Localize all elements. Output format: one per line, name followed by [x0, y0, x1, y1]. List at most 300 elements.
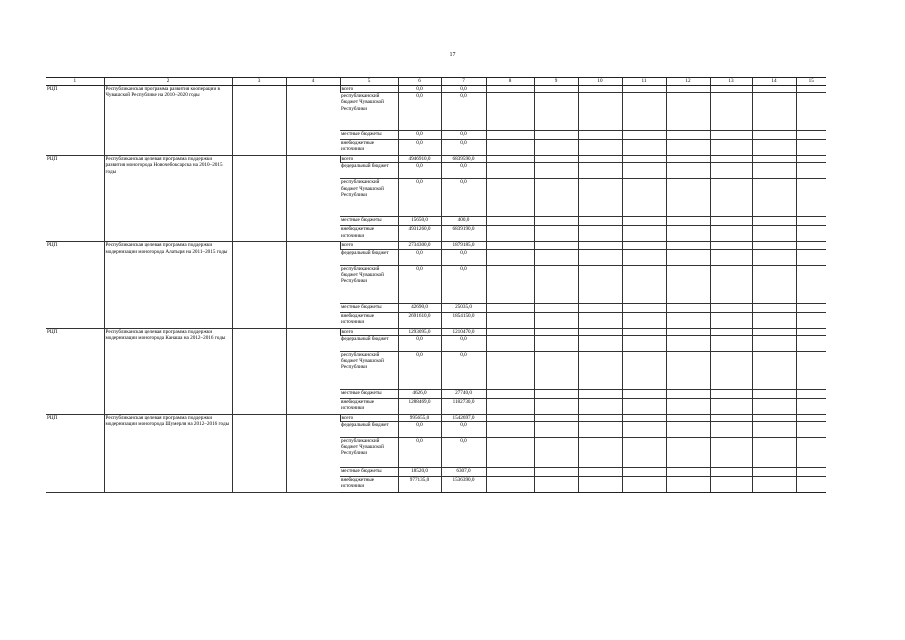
empty-cell [666, 163, 710, 179]
empty-cell [666, 328, 710, 335]
funding-source: местные бюджеты [340, 389, 398, 398]
program-code: РЦП [46, 86, 104, 156]
budget-table [46, 77, 826, 493]
empty-cell [286, 328, 340, 414]
empty-cell [752, 249, 796, 265]
empty-cell [796, 422, 826, 438]
program-name: Республиканская целевая программа поддержки модернизации моногорода Канаша на 2012–2016 годы [104, 328, 232, 414]
empty-cell [752, 398, 796, 414]
empty-cell [622, 477, 666, 493]
empty-cell [578, 131, 622, 140]
program-code: РЦП [46, 328, 104, 414]
amount-cell: 0,0 [441, 140, 486, 156]
program-name: Республиканская программа развития кооперации в Чувашской Республике на 2010–2020 годы [104, 86, 232, 156]
empty-cell [286, 86, 340, 156]
empty-cell [622, 422, 666, 438]
empty-cell [710, 414, 752, 421]
empty-cell [286, 156, 340, 242]
empty-cell [622, 179, 666, 217]
empty-cell [710, 179, 752, 217]
funding-source: республиканский бюджет Чувашской Республики [340, 351, 398, 389]
empty-cell [578, 438, 622, 468]
amount-cell: 0,0 [398, 422, 441, 438]
funding-source: местные бюджеты [340, 217, 398, 226]
amount-cell: 0,0 [441, 86, 486, 93]
program-code: РЦП [46, 414, 104, 492]
empty-cell [666, 303, 710, 312]
empty-cell [578, 328, 622, 335]
empty-cell [578, 140, 622, 156]
empty-cell [534, 93, 578, 131]
empty-cell [534, 312, 578, 328]
table-row [46, 86, 826, 93]
empty-cell [752, 303, 796, 312]
amount-cell: 0,0 [441, 131, 486, 140]
empty-cell [578, 312, 622, 328]
empty-cell [486, 217, 534, 226]
empty-cell [578, 398, 622, 414]
empty-cell [622, 312, 666, 328]
empty-cell [796, 398, 826, 414]
program-name: Республиканская целевая программа поддержки развития моногорода Новочебоксарска на 2010–2015 годы [104, 156, 232, 242]
empty-cell [710, 335, 752, 351]
empty-cell [752, 226, 796, 242]
amount-cell: 1854150,0 [441, 312, 486, 328]
empty-cell [796, 242, 826, 249]
empty-cell [486, 477, 534, 493]
funding-source: федеральный бюджет [340, 422, 398, 438]
empty-cell [622, 389, 666, 398]
funding-source: внебюджетные источники [340, 226, 398, 242]
empty-cell [710, 477, 752, 493]
empty-cell [752, 217, 796, 226]
empty-cell [752, 328, 796, 335]
funding-source: всего [340, 86, 398, 93]
table-row [46, 328, 826, 335]
column-header: 3 [232, 78, 286, 86]
empty-cell [710, 86, 752, 93]
empty-cell [622, 351, 666, 389]
empty-cell [666, 312, 710, 328]
empty-cell [710, 156, 752, 163]
amount-cell: 0,0 [398, 86, 441, 93]
empty-cell [622, 303, 666, 312]
empty-cell [622, 217, 666, 226]
table-row [46, 242, 826, 249]
empty-cell [486, 335, 534, 351]
funding-source: внебюджетные источники [340, 398, 398, 414]
amount-cell: 6307,0 [441, 468, 486, 477]
empty-cell [666, 351, 710, 389]
empty-cell [796, 131, 826, 140]
empty-cell [710, 468, 752, 477]
empty-cell [752, 414, 796, 421]
empty-cell [534, 86, 578, 93]
funding-source: республиканский бюджет Чувашской Республики [340, 93, 398, 131]
column-header: 10 [578, 78, 622, 86]
empty-cell [752, 131, 796, 140]
empty-cell [710, 242, 752, 249]
amount-cell: 995655,0 [398, 414, 441, 421]
amount-cell: 1542697,0 [441, 414, 486, 421]
amount-cell: 0,0 [441, 438, 486, 468]
amount-cell: 2734300,0 [398, 242, 441, 249]
empty-cell [486, 468, 534, 477]
empty-cell [486, 328, 534, 335]
empty-cell [666, 86, 710, 93]
empty-cell [796, 249, 826, 265]
empty-cell [534, 422, 578, 438]
empty-cell [666, 398, 710, 414]
empty-cell [486, 351, 534, 389]
empty-cell [796, 163, 826, 179]
empty-cell [486, 265, 534, 303]
empty-cell [486, 438, 534, 468]
empty-cell [752, 477, 796, 493]
empty-cell [752, 93, 796, 131]
program-name: Республиканская целевая программа поддержки модернизации моногорода Шумерля на 2012–2016 годы [104, 414, 232, 492]
amount-cell: 0,0 [398, 140, 441, 156]
empty-cell [486, 86, 534, 93]
column-header: 11 [622, 78, 666, 86]
empty-cell [796, 335, 826, 351]
column-header: 15 [796, 78, 826, 86]
empty-cell [486, 163, 534, 179]
empty-cell [578, 249, 622, 265]
empty-cell [232, 328, 286, 414]
funding-source: федеральный бюджет [340, 249, 398, 265]
empty-cell [578, 156, 622, 163]
funding-source: всего [340, 156, 398, 163]
amount-cell: 0,0 [398, 438, 441, 468]
empty-cell [752, 265, 796, 303]
empty-cell [666, 477, 710, 493]
amount-cell: 1288469,0 [398, 398, 441, 414]
empty-cell [666, 249, 710, 265]
empty-cell [578, 242, 622, 249]
empty-cell [622, 156, 666, 163]
amount-cell: 1293095,0 [398, 328, 441, 335]
amount-cell: 0,0 [441, 163, 486, 179]
empty-cell [710, 249, 752, 265]
empty-cell [622, 398, 666, 414]
amount-cell: 1536390,0 [441, 477, 486, 493]
empty-cell [486, 242, 534, 249]
empty-cell [796, 93, 826, 131]
funding-source: местные бюджеты [340, 131, 398, 140]
funding-source: местные бюджеты [340, 468, 398, 477]
empty-cell [534, 414, 578, 421]
empty-cell [622, 131, 666, 140]
empty-cell [796, 477, 826, 493]
empty-cell [752, 389, 796, 398]
amount-cell: 977135,0 [398, 477, 441, 493]
empty-cell [796, 414, 826, 421]
empty-cell [622, 328, 666, 335]
amount-cell: 1210470,0 [441, 328, 486, 335]
empty-cell [796, 217, 826, 226]
amount-cell: 0,0 [398, 131, 441, 140]
amount-cell: 15650,0 [398, 217, 441, 226]
empty-cell [666, 438, 710, 468]
empty-cell [666, 335, 710, 351]
empty-cell [796, 156, 826, 163]
funding-source: республиканский бюджет Чувашской Республики [340, 179, 398, 217]
empty-cell [578, 477, 622, 493]
empty-cell [710, 351, 752, 389]
empty-cell [534, 398, 578, 414]
empty-cell [710, 131, 752, 140]
empty-cell [710, 398, 752, 414]
amount-cell: 0,0 [398, 179, 441, 217]
empty-cell [796, 140, 826, 156]
column-header: 5 [340, 78, 398, 86]
empty-cell [710, 438, 752, 468]
empty-cell [486, 179, 534, 217]
program-code: РЦП [46, 156, 104, 242]
column-header: 12 [666, 78, 710, 86]
empty-cell [796, 226, 826, 242]
empty-cell [534, 249, 578, 265]
amount-cell: 1879185,0 [441, 242, 486, 249]
empty-cell [578, 389, 622, 398]
empty-cell [486, 312, 534, 328]
empty-cell [622, 93, 666, 131]
empty-cell [578, 179, 622, 217]
amount-cell: 0,0 [441, 351, 486, 389]
table-row [46, 414, 826, 421]
empty-cell [534, 131, 578, 140]
funding-source: республиканский бюджет Чувашской Республики [340, 438, 398, 468]
empty-cell [666, 179, 710, 217]
empty-cell [534, 351, 578, 389]
funding-source: всего [340, 242, 398, 249]
empty-cell [534, 265, 578, 303]
empty-cell [752, 156, 796, 163]
funding-source: всего [340, 414, 398, 421]
empty-cell [666, 265, 710, 303]
empty-cell [796, 351, 826, 389]
empty-cell [752, 163, 796, 179]
empty-cell [752, 422, 796, 438]
empty-cell [534, 389, 578, 398]
empty-cell [752, 335, 796, 351]
empty-cell [710, 226, 752, 242]
empty-cell [710, 163, 752, 179]
funding-source: федеральный бюджет [340, 163, 398, 179]
empty-cell [710, 389, 752, 398]
column-header: 13 [710, 78, 752, 86]
empty-cell [534, 328, 578, 335]
empty-cell [796, 86, 826, 93]
empty-cell [710, 328, 752, 335]
empty-cell [622, 414, 666, 421]
empty-cell [622, 249, 666, 265]
empty-cell [534, 303, 578, 312]
empty-cell [752, 312, 796, 328]
empty-cell [534, 140, 578, 156]
funding-source: внебюджетные источники [340, 477, 398, 493]
empty-cell [710, 303, 752, 312]
amount-cell: 42690,0 [398, 303, 441, 312]
empty-cell [534, 226, 578, 242]
empty-cell [796, 328, 826, 335]
empty-cell [578, 414, 622, 421]
empty-cell [578, 335, 622, 351]
empty-cell [534, 335, 578, 351]
empty-cell [622, 226, 666, 242]
empty-cell [666, 422, 710, 438]
empty-cell [666, 140, 710, 156]
amount-cell: 4946910,0 [398, 156, 441, 163]
amount-cell: 0,0 [441, 265, 486, 303]
empty-cell [710, 140, 752, 156]
empty-cell [232, 156, 286, 242]
empty-cell [796, 468, 826, 477]
column-header: 14 [752, 78, 796, 86]
amount-cell: 27740,0 [441, 389, 486, 398]
empty-cell [232, 86, 286, 156]
empty-cell [666, 389, 710, 398]
amount-cell: 4626,0 [398, 389, 441, 398]
empty-cell [486, 414, 534, 421]
funding-source: республиканский бюджет Чувашской Республики [340, 265, 398, 303]
column-header: 7 [441, 78, 486, 86]
amount-cell: 1182730,0 [441, 398, 486, 414]
empty-cell [666, 468, 710, 477]
empty-cell [578, 217, 622, 226]
empty-cell [622, 242, 666, 249]
funding-source: федеральный бюджет [340, 335, 398, 351]
amount-cell: 0,0 [441, 93, 486, 131]
empty-cell [752, 179, 796, 217]
funding-source: внебюджетные источники [340, 140, 398, 156]
empty-cell [486, 140, 534, 156]
amount-cell: 0,0 [441, 249, 486, 265]
empty-cell [796, 265, 826, 303]
amount-cell: 6839190,0 [441, 226, 486, 242]
funding-source: всего [340, 328, 398, 335]
column-header: 2 [104, 78, 232, 86]
empty-cell [534, 438, 578, 468]
amount-cell: 0,0 [398, 265, 441, 303]
empty-cell [578, 351, 622, 389]
amount-cell: 400,0 [441, 217, 486, 226]
empty-cell [578, 303, 622, 312]
empty-cell [534, 217, 578, 226]
empty-cell [796, 179, 826, 217]
empty-cell [710, 217, 752, 226]
empty-cell [534, 468, 578, 477]
program-code: РЦП [46, 242, 104, 328]
table-row [46, 156, 826, 163]
empty-cell [534, 477, 578, 493]
empty-cell [710, 93, 752, 131]
empty-cell [486, 303, 534, 312]
funding-source: внебюджетные источники [340, 312, 398, 328]
empty-cell [578, 86, 622, 93]
program-name: Республиканская целевая программа поддержки модернизации моногорода Алатыря на 2011–2015 годы [104, 242, 232, 328]
funding-source: местные бюджеты [340, 303, 398, 312]
empty-cell [796, 438, 826, 468]
empty-cell [578, 226, 622, 242]
empty-cell [622, 163, 666, 179]
empty-cell [622, 468, 666, 477]
empty-cell [710, 422, 752, 438]
empty-cell [534, 156, 578, 163]
amount-cell: 0,0 [398, 163, 441, 179]
empty-cell [666, 242, 710, 249]
amount-cell: 4931260,0 [398, 226, 441, 242]
empty-cell [622, 438, 666, 468]
column-header: 4 [286, 78, 340, 86]
empty-cell [666, 226, 710, 242]
empty-cell [622, 140, 666, 156]
empty-cell [286, 414, 340, 492]
amount-cell: 25035,0 [441, 303, 486, 312]
empty-cell [232, 242, 286, 328]
amount-cell: 6839590,0 [441, 156, 486, 163]
empty-cell [534, 179, 578, 217]
column-header: 9 [534, 78, 578, 86]
empty-cell [578, 93, 622, 131]
amount-cell: 0,0 [441, 179, 486, 217]
empty-cell [622, 86, 666, 93]
empty-cell [486, 131, 534, 140]
empty-cell [752, 140, 796, 156]
empty-cell [666, 93, 710, 131]
empty-cell [710, 265, 752, 303]
empty-cell [486, 249, 534, 265]
empty-cell [752, 351, 796, 389]
empty-cell [622, 335, 666, 351]
amount-cell: 0,0 [441, 335, 486, 351]
amount-cell: 0,0 [398, 351, 441, 389]
empty-cell [486, 93, 534, 131]
empty-cell [796, 312, 826, 328]
empty-cell [486, 226, 534, 242]
empty-cell [622, 265, 666, 303]
empty-cell [578, 265, 622, 303]
amount-cell: 0,0 [398, 335, 441, 351]
empty-cell [710, 312, 752, 328]
empty-cell [232, 414, 286, 492]
empty-cell [752, 86, 796, 93]
empty-cell [486, 389, 534, 398]
empty-cell [666, 217, 710, 226]
empty-cell [534, 163, 578, 179]
empty-cell [666, 156, 710, 163]
empty-cell [752, 242, 796, 249]
amount-cell: 2691610,0 [398, 312, 441, 328]
column-header: 1 [46, 78, 104, 86]
empty-cell [666, 414, 710, 421]
empty-cell [534, 242, 578, 249]
column-header: 8 [486, 78, 534, 86]
empty-cell [486, 156, 534, 163]
empty-cell [752, 468, 796, 477]
amount-cell: 18520,0 [398, 468, 441, 477]
empty-cell [578, 468, 622, 477]
amount-cell: 0,0 [441, 422, 486, 438]
empty-cell [752, 438, 796, 468]
header-row [46, 78, 826, 86]
empty-cell [286, 242, 340, 328]
column-header: 6 [398, 78, 441, 86]
empty-cell [796, 389, 826, 398]
page-number: 17 [449, 52, 456, 58]
amount-cell: 0,0 [398, 93, 441, 131]
